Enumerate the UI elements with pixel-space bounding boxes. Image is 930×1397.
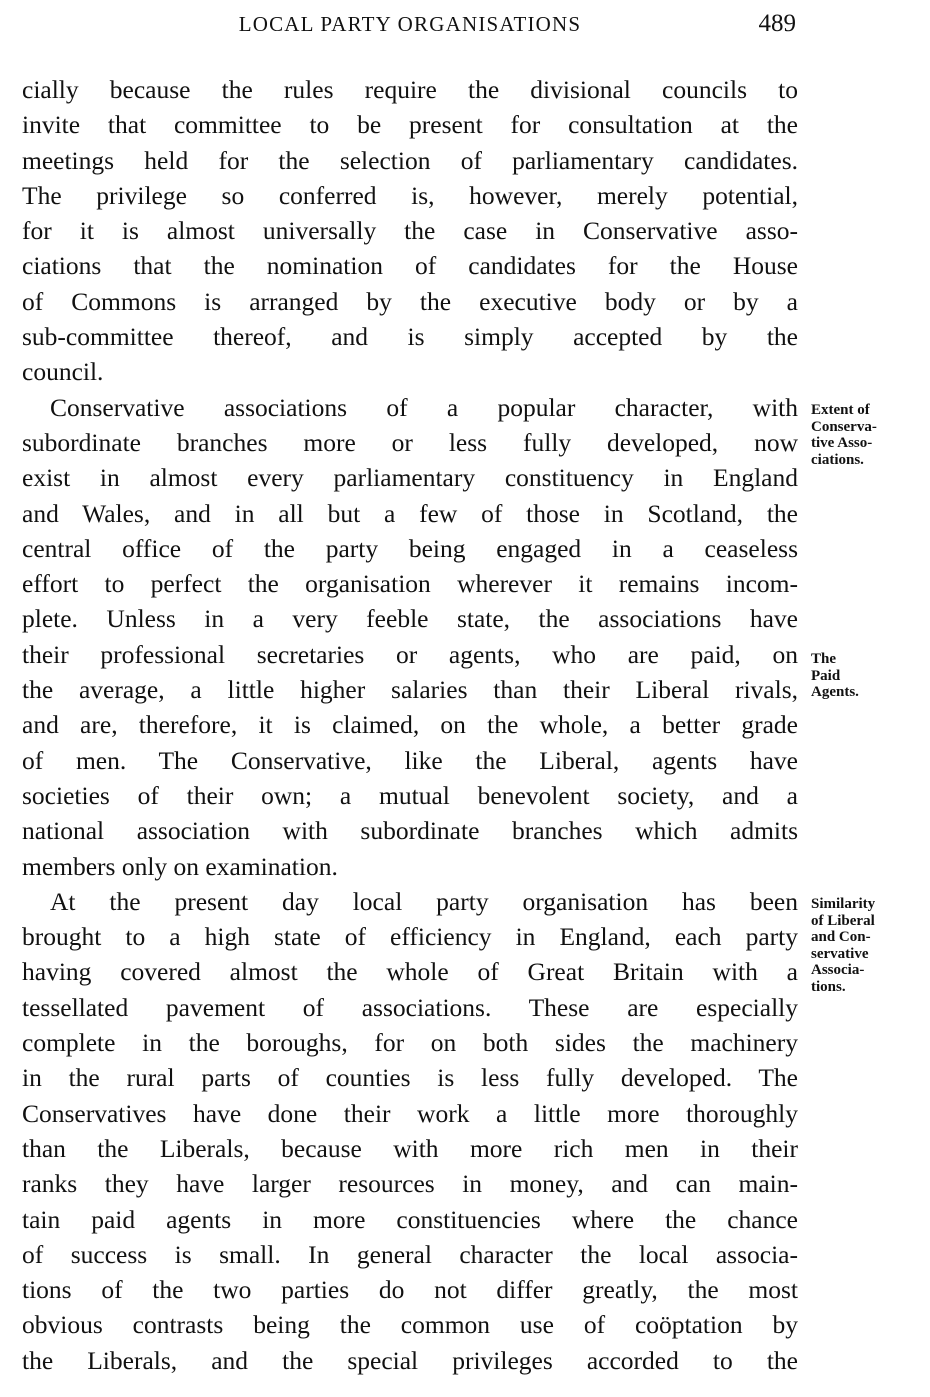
sidenote-line: Associa- bbox=[811, 962, 865, 978]
text-line: brought to a high state of efficiency in England, each party bbox=[22, 922, 798, 952]
text-line: ciations that the nomination of candidates for the House bbox=[22, 251, 798, 281]
text-line: tain paid agents in more constituencies where the chance bbox=[22, 1204, 798, 1234]
sidenote-line: Similarity bbox=[811, 896, 876, 912]
sidenote-line: tive Asso- bbox=[811, 435, 873, 451]
text-line: meetings held for the selection of parliamentary candidates. bbox=[22, 145, 798, 175]
text-line: in the rural parts of counties is less fully developed. The bbox=[22, 1063, 798, 1093]
sidenote-line: Paid bbox=[811, 667, 841, 684]
sidenote-paid-agents bbox=[811, 651, 923, 701]
text-line: and Wales, and in all but a few of those in Scotland, the bbox=[22, 498, 798, 528]
running-head bbox=[22, 8, 798, 40]
sidenote-line: tions. bbox=[811, 978, 846, 995]
text-line: tessellated pavement of associations. These are especially bbox=[22, 992, 798, 1022]
text-line: for it is almost universally the case in Conservative asso- bbox=[22, 216, 798, 246]
text-line: exist in almost every parliamentary constituency in England bbox=[22, 463, 798, 493]
text-line: national association with subordinate branches which admits bbox=[22, 816, 798, 846]
text-line: invite that committee to be present for consultation at the bbox=[22, 110, 798, 140]
sidenote-line: Conserva- bbox=[811, 418, 877, 435]
text-line: than the Liberals, because with more rich men in their bbox=[22, 1133, 798, 1163]
sidenote-line: Extent of bbox=[811, 402, 870, 418]
text-line: Conservative associations of a popular character, with bbox=[50, 392, 798, 422]
text-line: tions of the two parties do not differ greatly, the most bbox=[22, 1275, 798, 1305]
sidenote-line: of Liberal bbox=[811, 912, 875, 929]
text-line: plete. Unless in a very feeble state, the associations have bbox=[22, 604, 798, 634]
text-line: Conservatives have done their work a little more thoroughly bbox=[22, 1098, 798, 1128]
text-line: of Commons is arranged by the executive body or by a bbox=[22, 286, 798, 316]
sidenote-line: The bbox=[811, 651, 837, 667]
text-line: and are, therefore, it is claimed, on the whole, a better grade bbox=[22, 710, 798, 740]
sidenote-line: Agents. bbox=[811, 684, 859, 700]
text-line: central office of the party being engaged in a ceaseless bbox=[22, 533, 798, 563]
page-number: 489 bbox=[758, 10, 796, 37]
text-line: the Liberals, and the special privileges accorded to the bbox=[22, 1345, 798, 1375]
text-line: effort to perfect the organisation wherever it remains incom- bbox=[22, 569, 798, 599]
text-line: complete in the boroughs, for on both sides the machinery bbox=[22, 1028, 798, 1058]
text-line: obvious contrasts being the common use of coöptation by bbox=[22, 1310, 798, 1340]
sidenote-line: and Con- bbox=[811, 929, 871, 945]
text-line: council. bbox=[22, 357, 104, 387]
text-line: At the present day local party organisation has been bbox=[50, 886, 798, 916]
sidenote-extent-of-conservative-associations bbox=[811, 402, 923, 468]
text-line: sub-committee thereof, and is simply accepted by the bbox=[22, 322, 798, 352]
body-text bbox=[22, 72, 798, 1378]
sidenote-similarity-of-associations bbox=[811, 896, 923, 995]
text-line: subordinate branches more or less fully developed, now bbox=[22, 427, 798, 457]
text-line: of success is small. In general character the local associa- bbox=[22, 1239, 798, 1269]
text-line: of men. The Conservative, like the Liberal, agents have bbox=[22, 745, 798, 775]
text-line: their professional secretaries or agents, who are paid, on bbox=[22, 639, 798, 669]
sidenote-line: servative bbox=[811, 945, 869, 962]
text-line: the average, a little higher salaries than their Liberal rivals, bbox=[22, 675, 798, 705]
text-line: societies of their own; a mutual benevolent society, and a bbox=[22, 780, 798, 810]
text-line: members only on examination. bbox=[22, 851, 338, 881]
text-line: cially because the rules require the divisional councils to bbox=[22, 75, 798, 104]
running-title: LOCAL PARTY ORGANISATIONS bbox=[238, 12, 582, 36]
text-line: The privilege so conferred is, however, merely potential, bbox=[22, 180, 798, 210]
text-line: having covered almost the whole of Great Britain with a bbox=[22, 957, 798, 987]
text-line: ranks they have larger resources in money, and can main- bbox=[22, 1169, 798, 1199]
sidenote-line: ciations. bbox=[811, 451, 864, 468]
